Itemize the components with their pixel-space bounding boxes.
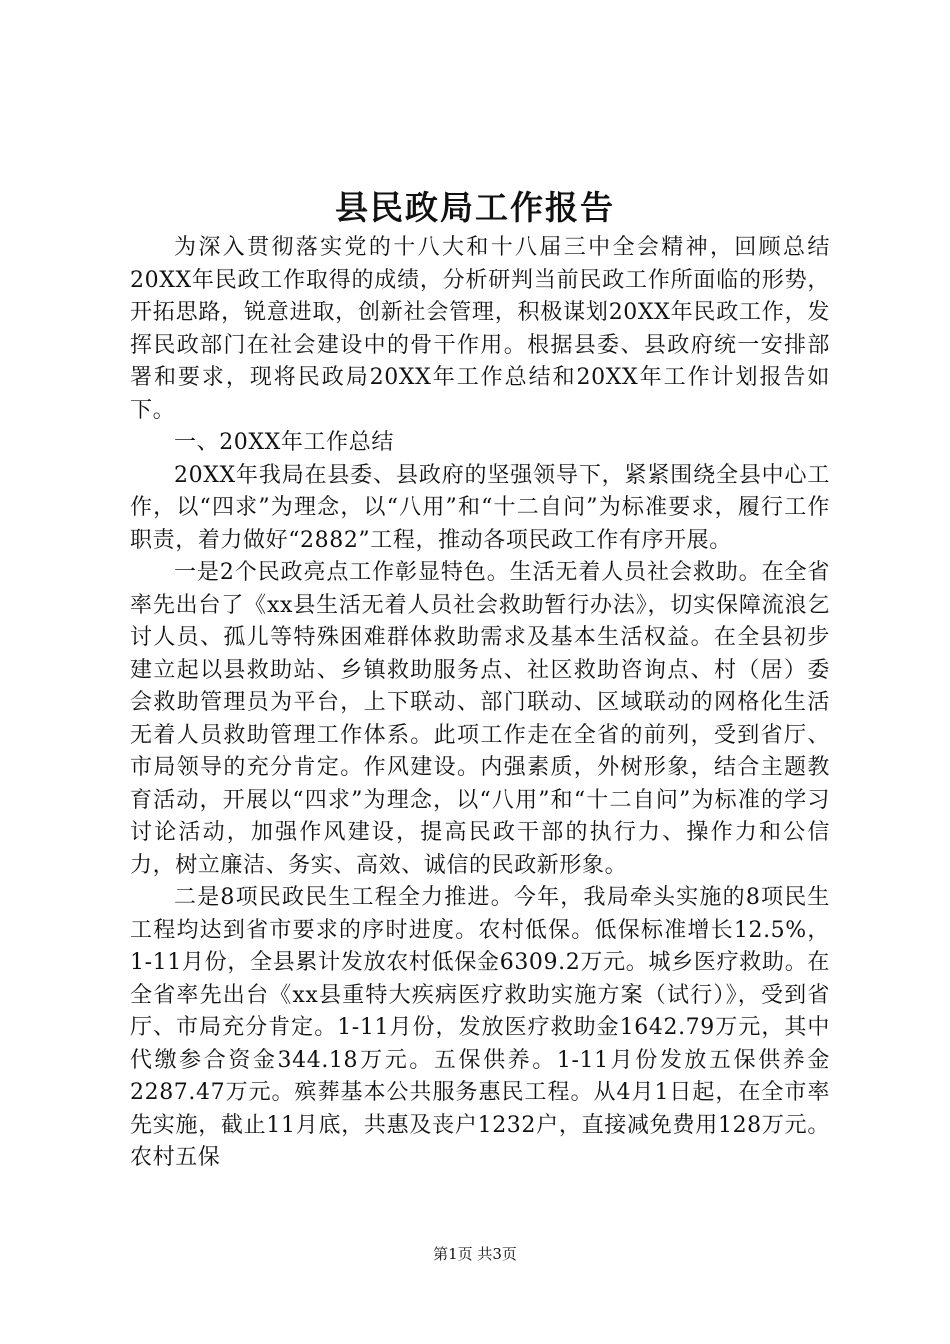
document-body xyxy=(130,232,830,1175)
livelihood-projects-paragraph: 二是8项民政民生工程全力推进。今年，我局牵头实施的8项民生工程均达到省市要求的序时进度。农村低保。低保标准增长12.5%，1-11月份，全县累计发放农村低保金6309.2万元。城乡医疗救助。在全省率先出台《xx县重特大疾病医疗救助实施方案（试行）》，受到省厅、市局充分肯定。1-11月份，发放医疗救助金1642.79万元，其中代缴参合资金344.18万元。五保供养。1-11月份发放五保供养金2287.47万元。殡葬基本公共服务惠民工程。从4月1日起，在全市率先实施，截止11月底，共惠及丧户1232户，直接减免费用128万元。农村五保 xyxy=(130,885,830,1170)
section-heading: 一、20XX年工作总结 xyxy=(174,430,394,455)
summary-paragraph: 20XX年我局在县委、县政府的坚强领导下，紧紧围绕全县中心工作，以“四求”为理念，以“八用”和“十二自问”为标准要求，履行工作职责，着力做好“2882”工程，推动各项民政工作有序开展。 xyxy=(130,462,830,553)
document-title: 县民政局工作报告 xyxy=(335,188,615,227)
highlight-work-paragraph: 一是2个民政亮点工作彰显特色。生活无着人员社会救助。在全省率先出台了《xx县生活无着人员社会救助暂行办法》，切实保障流浪乞讨人员、孤儿等特殊困难群体救助需求及基本生活权益。在全县初步建立起以县救助站、乡镇救助服务点、社区救助咨询点、村（居）委会救助管理员为平台，上下联动、部门联动、区域联动的网格化生活无着人员救助管理工作体系。此项工作走在全省的前列，受到省厅、市局领导的充分肯定。作风建设。内强素质，外树形象，结合主题教育活动，开展以“四求”为理念，以“八用”和“十二自问”为标准的学习讨论活动，加强作风建设，提高民政干部的执行力、操作力和公信力，树立廉洁、务实、高效、诚信的民政新形象。 xyxy=(130,560,830,878)
page-footer: 第1页 共3页 xyxy=(433,1245,517,1263)
intro-paragraph: 为深入贯彻落实党的十八大和十八届三中全会精神，回顾总结20XX年民政工作取得的成绩，分析研判当前民政工作所面临的形势，开拓思路，锐意进取，创新社会管理，积极谋划20XX年民政工作，发挥民政部门在社会建设中的骨干作用。根据县委、县政府统一安排部署和要求，现将民政局20XX年工作总结和20XX年工作计划报告如下。 xyxy=(130,235,830,423)
